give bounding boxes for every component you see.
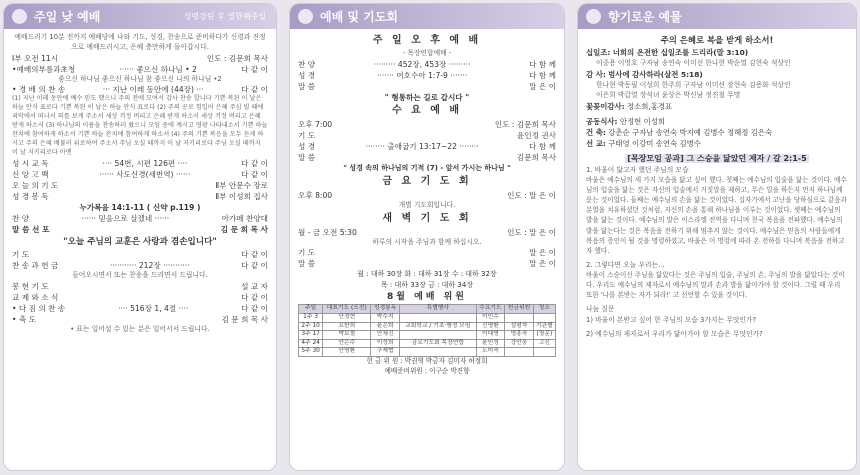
hymn-lyrics: (1) 지난 이레 동안에 예수 믿도 했으니 주의 전에 모여서 감사 찬송 합니다 기쁜 복된 이 날은 하늘 안식 표로다 기쁜 복된 이 날은 하늘 안식 표로다 (2) 주의 공로 힘입어 은혜 주심 빌 때에 죄악에서 떠나서 의를 보게 주소서 세상 걱정 버리고 은혜 받게 하소서 세상 걱정 버리고 은혜 받게 하소서 (3) 하나님의 이름을 찬송하러 왔으니 모임 중에 계시고 영광 나타내소서 기쁜 하늘 잔치에 참여하게 하소서 기쁜 하늘 잔치에 참여하게 하소서 (4) 주의 기쁜 복음을 모두 듣게 하시고 주의 은혜 배불러 위로하여 주소서 주님 오실 때까지 이 날 지키리로다 주님 오실 때까지 이 날 지키리로다 아멘 [12, 95, 268, 156]
order-who: 다 함 께 [529, 59, 556, 69]
dawn-title: 새 벽 기 도 회 [382, 212, 472, 224]
table-row: 5주 30 안명환 구재협 노미숙 [299, 348, 556, 357]
table-row: 2주 10 요한희 윤은희 교회학교 / 기초·행정 모임 신명환 설평자 기관별 [299, 322, 556, 331]
order-who: 말 은 이 [529, 248, 556, 258]
friday-note: 개별 기도회입니다. [398, 200, 456, 209]
wednesday-theme: " 성경 속의 하나님의 기적 (7) - 앞서 가시는 하나님 " [343, 163, 511, 172]
order-who: 다 같 이 [241, 249, 268, 259]
committee-footer: 헌 금 위 원 : 박권혁 박금자 김미자 허정희 [366, 356, 488, 365]
order-who: 다 같 이 [241, 85, 268, 95]
order-who: 다 같 이 [241, 292, 268, 302]
list-item: 십일조: 너희의 온전한 십일조를 드리라(말 3:10) [586, 48, 749, 57]
worship-title: 주일 낮 예배 [34, 10, 101, 24]
order-label: • 다 짐 의 찬 송 [12, 303, 66, 313]
dawn-schedule: 목 : 대하 33장 금 : 대하 34장 [380, 281, 474, 290]
order-who: 다 같 이 [241, 169, 268, 179]
services-panel [289, 3, 565, 471]
wednesday-leader: 인도 : 김문희 목사 [494, 119, 556, 129]
order-item: ···· 516장 1, 4절 ···· [118, 303, 189, 313]
list-item: 꽃꽂이감사: 정소희,홍경표 [586, 101, 673, 111]
order-who: 김문희 목사 [516, 152, 556, 162]
order-item: ······ 믿음으로 살겠네 ······ [81, 213, 170, 223]
order-who: 윤인정 권사 [516, 130, 556, 140]
circle-icon [12, 9, 27, 24]
friday-leader: 인도 : 말 은 이 [507, 190, 556, 200]
offering-note: 들어오시면서 또는 찬송을 드리면서 드립니다. [72, 270, 208, 279]
order-who: Ⅱ부 안문수 장로 [215, 180, 268, 190]
study-paragraph: 바울은 예수님의 세 가지 모습을 닮고 싶어 했다. 첫째는 예수님의 입술을 닮는 것이다. 예수님의 입술을 닮는 것은 자신의 입술에서 거짓말을 제하고, 무슨 일을 하든지 먼저 하나님께 묻는 것이었다. 둘째는 예수님의 손을 닮는 것이었다. 십자가에서 고난을 당하심으로 같음과 분열을 치유하셨던 것처럼, 자신의 손을 통해 하나님을 이루는 것이었다. 셋째는 예수님의 발을 닮는 것이다. 예수님의 발은 이스라엘 전역을 다니며 천국 복음을 전파했다. 예수님의 발을 닮는다는 것은 복음을 전하기 위해 멈추지 않는 것이다. 예수님은 믿음의 사람들에게 복음의 증인이 될 것을 명령하셨고, 바울은 이 명령에 따라 온 전하를 다니며 복음을 전하고자 했다. [586, 176, 847, 255]
order-label: 성 경 [298, 70, 316, 80]
list-item: 이은희 박갑열 장석녀 윤상은 박신남 정진철 무명 [596, 91, 741, 100]
order-who: 아가페 찬양대 [221, 213, 268, 223]
order-label: 성 경 봉 독 [12, 191, 49, 201]
order-who: 다 같 이 [241, 303, 268, 313]
order-label: • 축 도 [12, 314, 36, 324]
order-who: 다 같 이 [241, 64, 268, 74]
order-who: 다 함 께 [529, 141, 556, 151]
order-label: •예배의부름과초청 [12, 64, 76, 74]
order-item: ···· 54번, 시편 126편 ···· [102, 158, 188, 168]
order-who: 설 교 자 [241, 281, 268, 291]
order-who: 말 은 이 [529, 81, 556, 91]
list-item: 한나현 박동필 이성희 한주희 구자남 이미선 장현숙 김용화 석상인 [596, 80, 791, 89]
first-service: Ⅰ부 오전 11시 [12, 53, 59, 63]
order-item: ······ 사도신경(새번역) ······ [99, 169, 191, 179]
order-label: 말 씀 [298, 259, 316, 269]
table-row: 3주 17 박보철 안채진 이대영 영흥숙 (청운) [299, 331, 556, 340]
order-label: 말 씀 [298, 81, 316, 91]
order-label: 기 도 [298, 248, 316, 258]
share-heading: 나눔 질문 [586, 305, 615, 314]
sermon-title: "오늘 주님의 교훈은 사랑과 겸손입니다" [63, 236, 217, 247]
order-item: ··········· 212장 ··········· [109, 260, 190, 270]
wednesday-time: 오후 7:00 [298, 119, 333, 129]
order-label: 찬 송 과 헌 금 [12, 260, 59, 270]
study-paragraph: 바울이 스승이신 주님을 닮았다는 것은 주님의 입술, 주님의 손, 주님의 발을 닮았다는 것이다. 우리도 예수님의 제자로서 예수님의 말과 손과 발을 닮아가야 할 것이다. 그럴 때 우리 또한 '나를 본받는 자가 되라!' 고 선언할 수 있을 것이다. [586, 271, 845, 300]
study-heading: 1. 바울이 닮고자 했던 주님의 모습 [586, 165, 689, 174]
worship-subtitle: 성령강림 후 열한째주일 [183, 12, 266, 21]
order-who: 다 같 이 [241, 158, 268, 168]
list-item: 공동식사: 안정현 이성희 [586, 116, 666, 126]
study-heading: 2. 그렇다면 오늘 우리는... [586, 260, 665, 269]
offering-list [586, 47, 848, 149]
list-item: 이중용 이영호 구자남 송연숙 이미선 한나현 박순열 김현숙 석상인 [596, 59, 791, 68]
order-lyric: 좋으신 하나님 좋으신 하나님 참 좋으신 나의 하나님 •2 [58, 74, 222, 83]
order-label: 찬 양 [12, 213, 30, 223]
order-label: 신 앙 고 백 [12, 169, 49, 179]
committee-title: 8월 예배 위원 [387, 292, 467, 303]
list-item: 감 사: 범사에 감사하라(살전 5:18) [586, 69, 703, 79]
offering-panel [577, 3, 857, 471]
table-row: 4주 24 안은수 이성희 금요기도회 목장연합 윤인정 강인웅 고신 [299, 339, 556, 348]
order-item: ······ 좋으신 하나님 • 2 [119, 64, 197, 74]
dawn-note: 하루의 시작을 주님과 함께 하십시오. [372, 237, 482, 246]
order-item: ········ 출애굽기 13:17~22 ········ [365, 141, 479, 151]
friday-time: 오후 8:00 [298, 190, 333, 200]
services-title: 예배 및 기도회 [320, 10, 398, 24]
committee-table: 주일 대표기도 (오전) 성경봉독 특별행사 수요기도 헌금위원 청소 1주 3 안정현 박수지 이인수 2주 10 요한희 윤은희 교회학교 / 기초·행정 모임 신명환 설평자 기관별 3주 17 박보철 안채진 이대영 영흥숙 (청운) 4주 24 안은수 이성희 금요기도회 목장연합 윤인정 강인웅 고신 5주 30 안명환 구재협 노미숙 [298, 304, 556, 357]
list-item: 건 축: 강춘순 구자남 송연숙 박지예 김병수 정혜정 김은숙 [586, 128, 773, 138]
offering-header [578, 4, 856, 29]
order-item: ······· 여호수아 1:7-9 ······· [377, 70, 468, 80]
offering-title: 향기로운 예물 [608, 10, 682, 24]
order-who: 말 은 이 [529, 259, 556, 269]
worship-header [4, 4, 276, 29]
services-header [290, 4, 564, 29]
share-question: 2) 예수님의 제자로서 우리가 닮아가야 할 모습은 무엇인가? [586, 330, 763, 339]
order-who: Ⅱ부 이성희 집사 [215, 191, 268, 201]
order-who: 다 함 께 [529, 70, 556, 80]
order-label: • 경 배 의 찬 송 [12, 85, 66, 95]
order-label: 말 씀 선 포 [12, 224, 50, 234]
evening-title: 주 일 오 후 예 배 [372, 35, 482, 46]
circle-icon [586, 9, 601, 24]
dawn-time: 월 - 금 오전 5:30 [298, 227, 357, 237]
order-who: 다 같 이 [241, 260, 268, 270]
order-who: 김 문 희 목 사 [221, 314, 268, 324]
order-label: 말 씀 [298, 152, 316, 162]
order-label: 교 제 와 소 식 [12, 292, 59, 302]
scripture-reading: 누가복음 14:1-11 ( 신약 p.119 ) [79, 202, 201, 212]
wednesday-title: 수 요 예 배 [391, 104, 463, 116]
order-label: 기 도 [298, 130, 316, 140]
offering-verse: 주의 은혜로 복을 받게 하소서! [660, 35, 774, 45]
table-row: 1주 3 안정현 박수지 이인수 [299, 313, 556, 322]
dawn-schedule: 월 : 대하 30장 화 : 대하 31장 수 : 대하 32장 [357, 270, 497, 279]
order-label: 찬 양 [298, 59, 316, 69]
order-label: 기 도 [12, 249, 30, 259]
committee-footer: 예배준비위원 : 이구순 박진향 [384, 366, 470, 375]
friday-title: 금 요 기 도 회 [382, 175, 472, 187]
footnote: • 표는 일어설 수 있는 분은 일어서서 드립니다. [70, 324, 210, 333]
share-question: 1) 바울이 본받고 싶어 한 주님의 모습 3가지는 무엇인가? [586, 315, 757, 324]
evening-subtitle: - 목장연합예배 - [402, 49, 452, 57]
leader: 인도 : 김문희 목사 [206, 53, 268, 63]
order-label: 봉 헌 기 도 [12, 281, 49, 291]
order-label: 오 늘 의 기 도 [12, 180, 59, 190]
order-label: 성 경 [298, 141, 316, 151]
dawn-leader: 인도 : 말 은 이 [507, 227, 556, 237]
order-label: 성 시 교 독 [12, 158, 49, 168]
order-item: ··· 지난 이레 동안에 (44장) ··· [102, 85, 204, 95]
evening-theme: " 형통하는 길로 갑시다 " [384, 92, 470, 102]
study-title: [목장모임 공과] 그 스승을 닮았던 제자 / 갈 2:1-5 [627, 154, 807, 164]
worship-intro: 예배드리기 10분 전까지 예배당에 나와 기도, 성경, 찬송으로 준비하다가 신령과 진정으로 예배드리시고, 은혜 충만하게 돌아갑시다. [14, 33, 266, 51]
list-item: 선 교: 구태영 이강미 송연숙 김병수 [586, 139, 701, 149]
order-who: 김 문 희 목 사 [220, 224, 268, 234]
worship-panel [3, 3, 277, 471]
circle-icon [298, 9, 313, 24]
order-item: ········· 452장, 453장 ········· [373, 59, 471, 69]
